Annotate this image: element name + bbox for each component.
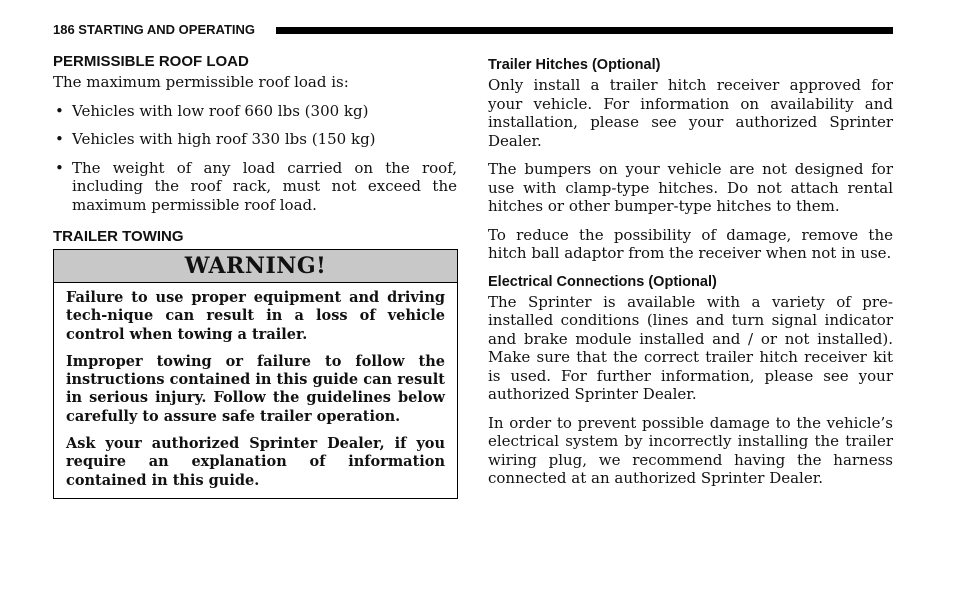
warning-title: WARNING! (54, 250, 457, 283)
electrical-connections-heading: Electrical Connections (Optional) (488, 273, 717, 290)
trailer-towing-heading: TRAILER TOWING (53, 228, 184, 245)
hitches-paragraph: The bumpers on your vehicle are not designed for use with clamp-type hitches. Do not attach rental hitches or other bumper-type hitches to them. (488, 160, 893, 215)
warning-paragraph: Improper towing or failure to follow the instructions contained in this guide can result in serious injury. Follow the guidelines below carefully to assure safe trailer operation. (66, 352, 445, 425)
electrical-paragraph: The Sprinter is available with a variety of pre-installed conditions (lines and turn signal indicator and brake module installed and / or not installed). Make sure that the correct trailer hitch receiver kit is used. For further information, please see your authorized Sprinter Dealer. (488, 292, 893, 403)
left-column (53, 52, 457, 499)
list-item-text: The weight of any load carried on the roof, including the roof rack, must not exceed the maximum permissible roof load. (72, 158, 457, 214)
right-column (488, 52, 893, 488)
roof-load-intro: The maximum permissible roof load is: (53, 73, 349, 91)
trailer-hitches-heading: Trailer Hitches (Optional) (488, 57, 661, 73)
list-item-text: Vehicles with low roof 660 lbs (300 kg) (72, 101, 369, 120)
roof-load-heading: PERMISSIBLE ROOF LOAD (53, 53, 249, 70)
page-header (53, 21, 893, 39)
page-number-section-label: 186 STARTING AND OPERATING (53, 22, 256, 37)
warning-body (54, 283, 457, 498)
header-rule (276, 27, 893, 34)
list-item-text: Vehicles with high roof 330 lbs (150 kg) (72, 130, 376, 148)
roof-load-list (53, 102, 457, 215)
warning-box (53, 249, 458, 499)
warning-paragraph: Failure to use proper equipment and driving tech-nique can result in a loss of vehicle control when towing a trailer. (66, 289, 445, 343)
hitches-paragraph: To reduce the possibility of damage, remove the hitch ball adaptor from the receiver when not in use. (488, 225, 893, 262)
electrical-paragraph: In order to prevent possible damage to the vehicle’s electrical system by incorrectly installing the trailer wiring plug, we recommend having the harness connected at an authorized Sprinter Dealer. (488, 413, 893, 487)
warning-paragraph: Ask your authorized Sprinter Dealer, if you require an explanation of information contained in this guide. (66, 435, 445, 489)
list-item: • Vehicles with low roof 660 lbs (300 kg) (55, 101, 369, 120)
list-item: • The weight of any load carried on the roof, including the roof rack, must not exceed the maximum permissible roof load. (55, 158, 457, 214)
list-item: • Vehicles with high roof 330 lbs (150 kg) (55, 130, 376, 148)
hitches-paragraph: Only install a trailer hitch receiver approved for your vehicle. For information on availability and installation, please see your authorized Sprinter Dealer. (488, 76, 893, 150)
